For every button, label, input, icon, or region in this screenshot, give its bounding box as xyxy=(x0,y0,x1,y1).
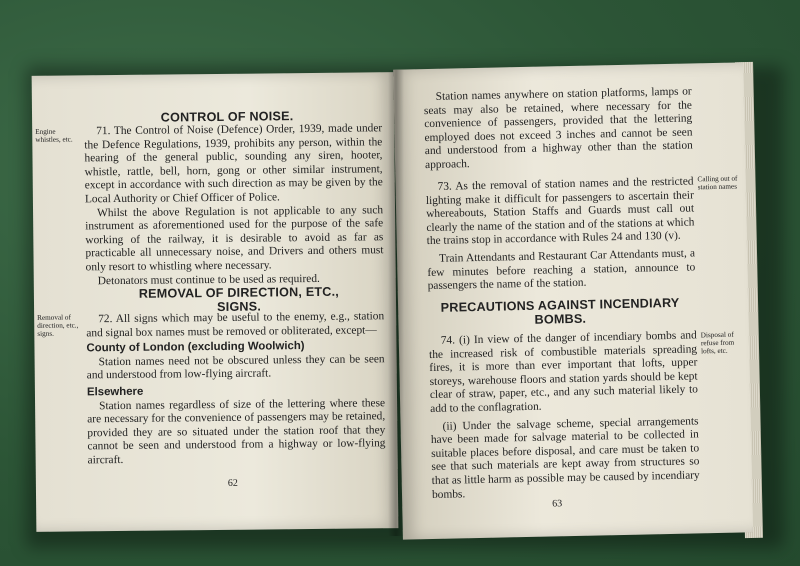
subheading-county-of-london: County of London (excluding Woolwich) xyxy=(86,340,305,355)
heading-removal-line-2: SIGNS. xyxy=(217,299,262,314)
subheading-elsewhere: Elsewhere xyxy=(86,385,144,399)
paragraph-county-of-london: Station names need not be obscured unless they can be seen and understood from low-flying aircraft. xyxy=(86,353,385,382)
paragraph-71 xyxy=(84,122,384,288)
paragraph-71-continued: Whilst the above Regulation is not applicable to any such instrument as aforementioned used for the purpose of the safe working of the railway, it is desirable to avoid as far as practicable all unnecessary noise, and Drivers and others must only resort to whistling where necessary. xyxy=(85,203,384,274)
paragraph-station-names xyxy=(424,85,694,172)
paragraph-station-names-text: Station names anywhere on station platforms, lamps or seats may also be retained, where necessary for the convenience of passengers, provided that the lettering employed does not exceed 3 inches and cannot be seen and understood from a highway other than the station approach. xyxy=(423,85,693,172)
paragraph-74-text: 74. (i) In view of the danger of incendiary bombs and the increased risk of combustible materials spreading fires, it is more than ever important that lofts, upper storeys, warehouse floors and station yards should be kept clear of straw, paper, etc., and any such material likely to add to the conflagration. xyxy=(428,329,699,415)
book-gutter xyxy=(388,70,404,536)
paragraph-73 xyxy=(425,175,695,293)
right-page xyxy=(393,62,753,539)
page-number-63: 63 xyxy=(552,498,563,510)
paragraph-73-attendants: Train Attendants and Restaurant Car Attendants must, a few minutes before reaching a station, announce to passengers the name of the station. xyxy=(427,247,696,293)
heading-precautions xyxy=(422,295,699,329)
margin-note-engine-whistles: Engine whistles, etc. xyxy=(35,127,73,145)
heading-control-of-noise: CONTROL OF NOISE. xyxy=(160,109,294,125)
paragraph-71-detonators: Detonators must continue to be used as required. xyxy=(97,272,320,287)
paragraph-73-text: 73. As the removal of station names and the restricted lighting make it difficult for passengers to ascertain their whereabouts, Station Staffs and Guards must call out clearly the name of the station and of the stations at which the trains stop in accordance with Rules 24 and 130 (v). xyxy=(425,175,695,248)
margin-note-calling-out: Calling out of station names xyxy=(697,174,738,192)
margin-note-disposal: Disposal of refuse from lofts, etc. xyxy=(700,330,735,356)
page-number-62: 62 xyxy=(227,477,238,489)
paragraph-72 xyxy=(86,310,386,468)
paragraph-72-text: 72. All signs which may be useful to the enemy, e.g., station and signal box names must be removed or obliterated, except— xyxy=(86,310,385,339)
left-page xyxy=(32,72,399,532)
paragraph-71-text: 71. The Control of Noise (Defence) Order, 1939, made under the Defence Regulations, 1939, prohibits any person, within the hearing of the general public, sounding any siren, hooter, whistle, rattle, bell, horn, gong or other similar instrument, except in accordance with such direction as may be given by the Local Authority or Chief Officer of Police. xyxy=(84,122,383,206)
margin-note-removal: Removal of direction, etc., signs. xyxy=(37,313,79,339)
heading-precautions-line-1: PRECAUTIONS AGAINST INCENDIARY xyxy=(440,295,680,315)
heading-removal-line-1: REMOVAL OF DIRECTION, ETC., xyxy=(138,284,340,301)
heading-precautions-line-2: BOMBS. xyxy=(534,311,587,327)
paragraph-74-ii: (ii) Under the salvage scheme, special arrangements have been made for salvage material to be collected in suitable places before disposal, and care must be taken to see that such materials are kept away from structures so that as little harm as possible may be caused by incendiary bombs. xyxy=(430,414,700,501)
paragraph-elsewhere: Station names regardless of size of the lettering where these are necessary for the convenience of passengers may be retained, provided they are so situated under the station roof that they cannot be seen and understood from a highway or low-flying aircraft. xyxy=(87,396,386,467)
paragraph-74 xyxy=(429,329,700,502)
